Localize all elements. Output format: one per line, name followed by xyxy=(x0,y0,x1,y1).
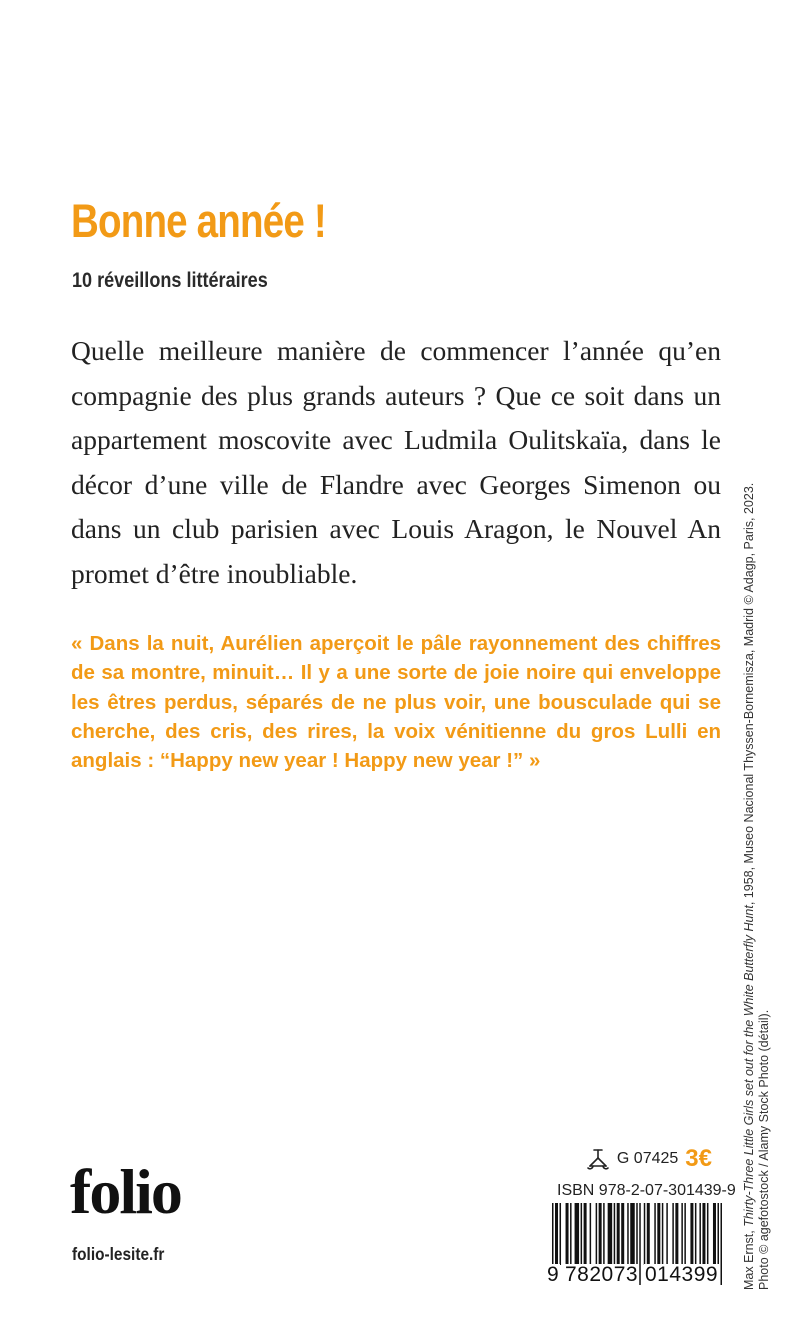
barcode-bar xyxy=(581,1203,583,1265)
barcode-bar xyxy=(690,1203,693,1265)
barcode-bar xyxy=(599,1203,602,1265)
barcode-bar xyxy=(657,1203,660,1265)
barcode-bar xyxy=(566,1203,569,1265)
credit-details: , 1958, Museo Nacional Thyssen-Bornemisza, Madrid © Adagp, Paris, 2023. xyxy=(742,482,756,906)
price-row xyxy=(576,1146,712,1172)
folio-series-glyph-icon xyxy=(585,1147,611,1171)
barcode-digits xyxy=(546,1264,726,1286)
barcode-bar xyxy=(702,1203,705,1265)
barcode-bar xyxy=(630,1203,635,1265)
barcode-bar xyxy=(584,1203,587,1265)
barcode-bar xyxy=(647,1203,650,1265)
folio-logo: folio xyxy=(70,1156,181,1227)
barcode-bar xyxy=(627,1203,629,1265)
barcode-right-group: 014399 xyxy=(645,1263,719,1286)
barcode-bar xyxy=(695,1203,697,1265)
credit-line-1 xyxy=(742,270,757,1290)
barcode-bar xyxy=(684,1203,686,1265)
price: 3€ xyxy=(685,1145,712,1172)
barcode-bar xyxy=(681,1203,683,1265)
barcode-bar xyxy=(699,1203,701,1265)
barcode-bar xyxy=(575,1203,580,1265)
credit-line-2: Photo © agefotostock / Alamy Stock Photo (détail). xyxy=(757,1009,771,1290)
barcode-bar xyxy=(675,1203,678,1265)
barcode-bar xyxy=(662,1203,664,1265)
barcode-first-digit: 9 xyxy=(547,1263,559,1286)
barcode-bar xyxy=(590,1203,592,1265)
barcode-bar xyxy=(654,1203,656,1265)
barcode-bar xyxy=(608,1203,613,1265)
barcode-left-group: 782073 xyxy=(565,1263,639,1286)
back-cover-blurb: Quelle meilleure manière de commencer l’année qu’en compagnie des plus grands auteurs ? Que ce soit dans un appartement moscovite avec Ludmila Oulitskaïa, dans le décor d’une ville de Flandre avec Georges Simenon ou dans un club parisien avec Louis Aragon, le Nouvel An promet d’être inoubliable. xyxy=(71,335,721,589)
book-title: Bonne année ! xyxy=(71,194,326,247)
barcode-bar xyxy=(707,1203,709,1265)
credit-author: Max Ernst, xyxy=(742,1226,756,1290)
excerpt-quote: « Dans la nuit, Aurélien aperçoit le pâle rayonnement des chiffres de sa montre, minuit… Il y a une sorte de joie noire qui enveloppe les êtres perdus, séparés de ne plus voir, une bousculade qui se cherche, des cris, des rires, la voix vénitienne du gros Lulli en anglais : “Happy new year ! Happy new year !” » xyxy=(71,632,721,773)
cover-art-credit xyxy=(742,270,772,1290)
book-subtitle: 10 réveillons littéraires xyxy=(72,269,268,292)
barcode-bar xyxy=(596,1203,598,1265)
barcode-bar xyxy=(560,1203,562,1265)
barcode-bar xyxy=(672,1203,674,1265)
barcode-bar xyxy=(644,1203,646,1265)
barcode-bar xyxy=(603,1203,605,1265)
isbn: ISBN 978-2-07-301439-9 xyxy=(557,1182,736,1199)
barcode-bar xyxy=(570,1203,572,1265)
credit-artwork-title: Thirty-Three Little Girls set out for the White Butterfly Hunt xyxy=(742,905,756,1227)
barcode-bar xyxy=(621,1203,624,1265)
publisher-website: folio-lesite.fr xyxy=(72,1244,165,1264)
series-code: G 07425 xyxy=(616,1150,679,1167)
barcode-bar xyxy=(617,1203,620,1265)
barcode-bar xyxy=(614,1203,616,1265)
barcode-bar xyxy=(666,1203,668,1265)
barcode-bar xyxy=(713,1203,716,1265)
